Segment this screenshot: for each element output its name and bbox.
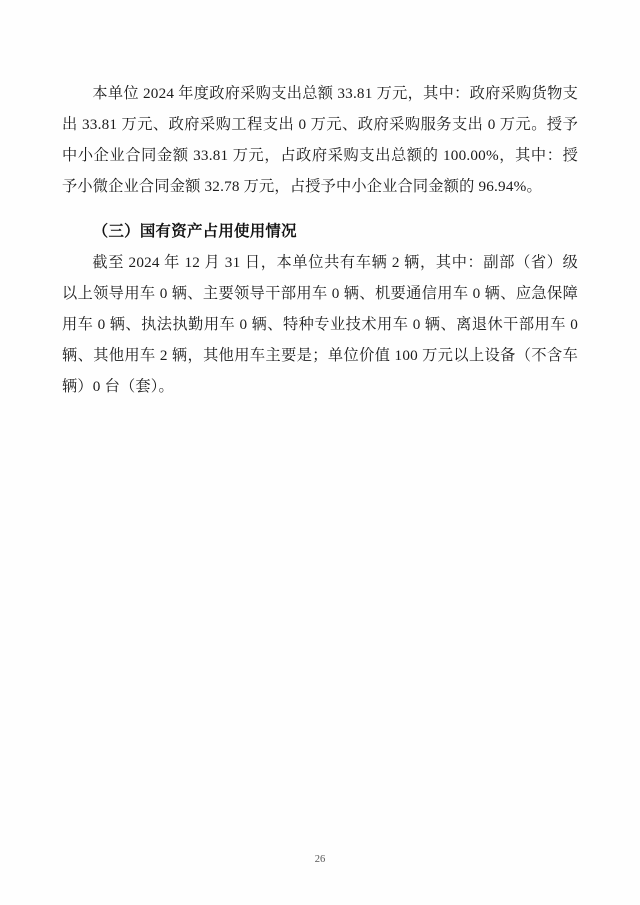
section-spacer [62, 202, 578, 208]
section-heading-state-assets: （三）国有资产占用使用情况 [92, 223, 297, 240]
paragraph-vehicle-assets: 截至 2024 年 12 月 31 日，本单位共有车辆 2 辆，其中：副部（省）级以上领导用车 0 辆、主要领导干部用车 0 辆、机要通信用车 0 辆、应急保障用车 0 辆、执法执勤用车 0 辆、特种专业技术用车 0 辆、离退休干部用车 0 辆、其他用车 2 辆，其他用车主要是；单位价值 100 万元以上设备（不含车辆）0 台（套）。 [62, 254, 578, 395]
paragraph-procurement-expenditure: 本单位 2024 年度政府采购支出总额 33.81 万元，其中：政府采购货物支出 33.81 万元、政府采购工程支出 0 万元、政府采购服务支出 0 万元。授予中小企业合同金额 33.81 万元，占政府采购支出总额的 100.00%，其中：授予小微企业合同金额 32.78 万元，占授予中小企业合同金额的 96.94%。 [62, 85, 578, 195]
page-number: 26 [314, 854, 326, 865]
